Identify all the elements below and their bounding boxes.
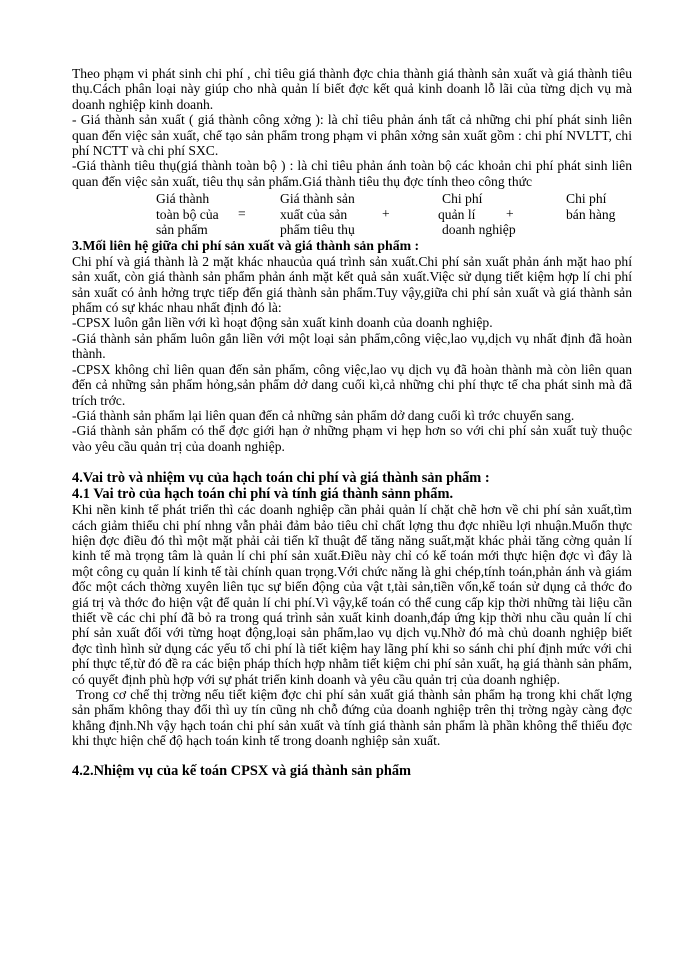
- formula-text: Giá thành: [156, 191, 210, 207]
- formula-text: Giá thành sản: [280, 191, 355, 207]
- section-3-heading: 3.Mối liên hệ giữa chi phí sản xuất và giá thành sản phẩm :: [72, 238, 420, 254]
- section-4-1-paragraph: Trong cơ chế thị trờng nếu tiết kiệm đợc chi phí sản xuất giá thành sản phẩm hạ trong khi chất lợng sản phẩm không thay đổi thì uy tín cũng nh chỗ đứng của doanh nghiệp trên thị trờng ngày càng đợc khẳng định.Nh vậy hạch toán chi phí sản xuất và tính giá thành sản phẩm là phần không thể thiếu đợc khi thực hiện chế độ hạch toán kinh tế trong doanh nghiệp sản xuất.: [72, 687, 632, 749]
- formula-plus: +: [506, 206, 514, 222]
- section-3-paragraph: -Giá thành sản phẩm lại liên quan đến cả những sản phẩm dở dang cuối kì trớc chuyển sang.: [72, 407, 575, 423]
- intro-paragraph-1: Theo phạm vi phát sinh chi phí , chỉ tiêu giá thành đợc chia thành giá thành sản xuất và giá thành tiêu thụ.Cách phân loại này giúp cho nhà quản lí biết đợc kết quả kinh doanh lỗ lãi của từng dịch vụ mà doanh nghiệp kinh doanh.: [72, 66, 632, 112]
- cost-formula: [72, 191, 632, 238]
- formula-text: quản lí: [438, 206, 476, 222]
- spacer: [72, 454, 632, 470]
- formula-term-total-cost: [156, 191, 219, 237]
- formula-term-selling-cost: [566, 191, 615, 222]
- formula-text: toàn bộ của: [156, 206, 219, 222]
- section-4-1-heading: 4.1 Vai trò của hạch toán chi phí và tính giá thành sảnn phẩm.: [72, 486, 454, 503]
- section-3-paragraph: Chi phí và giá thành là 2 mặt khác nhaucủa quá trình sản xuất.Chi phí sản xuất phản ánh mặt hao phí sản xuất, còn giá thành sản phẩm phản ánh mặt kết quả sản xuất.Việc sử dụng tiết kiệm hợp lí chi phí sản xuất có ảnh hởng trực tiếp đến giá thành sản phẩm.Tuy vậy,giữa chi phí sản xuất và giá thành sản phẩm có sự khác nhau nhất định đó là:: [72, 253, 632, 316]
- formula-text: xuất của sản: [280, 206, 348, 222]
- section-4-heading: 4.Vai trò và nhiệm vụ của hạch toán chi phí và giá thành sản phẩm :: [72, 470, 490, 487]
- intro-paragraph-3: -Giá thành tiêu thụ(giá thành toàn bộ ) : là chỉ tiêu phản ánh toàn bộ các khoản chi phí phát sinh liên quan đến việc sản xuất, tiêu thụ sản phẩm.Giá thành tiêu thụ đợc tính theo công thức: [72, 158, 632, 189]
- formula-text: Chi phí: [442, 191, 483, 207]
- section-4-2-heading: 4.2.Nhiệm vụ của kế toán CPSX và giá thành sản phẩm: [72, 762, 412, 779]
- intro-paragraph-2: - Giá thành sản xuất ( giá thành công xởng ): là chỉ tiêu phản ánh tất cả những chi phí phát sinh liên quan đến việc sản xuất, chế tạo sản phẩm trong phạm vi phân xởng sản xuất gồm : chi phí NVLTT, chi phí NCTT và chi phí SXC.: [72, 112, 632, 159]
- section-3-paragraph: -CPSX không chỉ liên quan đến sản phẩm, công việc,lao vụ dịch vụ đã hoàn thành mà còn liên quan đến cả những sản phẩm hỏng,sản phẩm dở dang cuối kì,cả những chi phí thực tế cha phát sinh mà đã trích trớc.: [72, 361, 632, 408]
- formula-text: bán hàng: [566, 206, 616, 222]
- section-3-paragraph: -CPSX luôn gắn liền với kì hoạt động sản xuất kinh doanh của doanh nghiệp.: [72, 315, 493, 331]
- section-4-1-paragraph: Khi nền kinh tế phát triển thì các doanh nghiệp cần phải quản lí chặt chẽ hơn về chi phí sản xuất,tìm cách giảm thiểu chi phí nhng vẫn phải đảm bảo tiêu chỉ chất lợng thu đợc nhiều lợi nhuận.Muốn thực hiện đợc điều đó thì một mặt phải cải tiến kĩ thuật để tăng năng suất,mặt khác phải tăng cờng quản lí kinh tế mà trọng tâm là quản lí chi phí sản xuất.Điều này chỉ có kế toán mới thực hiện đợc vì đây là một công cụ quản lí kinh tế tài chính quan trọng.Với chức năng là ghi chép,tính toán,phản ánh và giám đốc một cách thờng xuyên liên tục sự biến động của vật t,tài sản,tiền vốn,kế toán sử dụng cả thớc đo giá trị và thớc đo hiện vật để quản lí chi phí.Vì vậy,kế toán có thể cung cấp kịp thời những tài liệu cần thiết về các chi phí đã bỏ ra trong quá trình sản xuất kinh doanh,đáp ứng kịp thời nhu cầu quản lí chi phí sản xuất đối với từng hoạt động,loại sản phẩm,lao vụ dịch vụ.Nhờ đó mà chủ doanh nghiệp biết đợc tình hình sử dụng các yếu tố chi phí là tiết kiệm hay lãng phí khi so sánh chi phí định mức với chi phí thực tế,từ đó đề ra các biện pháp thích hợp nhằm tiết kiệm chi phí sản xuất, hạ giá thành sản phẩm, có quyết định phù hợp với sự phát triển kinh doanh và yêu cầu quản trị của doanh nghiệp.: [72, 502, 632, 687]
- section-3-paragraph: -Giá thành sản phẩm luôn gắn liền với một loại sản phẩm,công việc,lao vụ,dịch vụ nhất định đã hoàn thành.: [72, 330, 632, 362]
- document-page: [72, 66, 632, 779]
- formula-term-production-cost: [280, 191, 355, 237]
- section-3-paragraph: -Giá thành sản phẩm có thể đợc giới hạn ở những phạm vi hẹp hơn so với chi phí sản xuất tuỳ thuộc vào yêu cầu quản trị của doanh nghiệp.: [72, 423, 632, 454]
- formula-text: phẩm tiêu thụ: [280, 222, 355, 238]
- spacer: [72, 749, 632, 763]
- formula-plus: +: [382, 206, 390, 222]
- formula-text: Chi phí: [566, 191, 607, 207]
- formula-text: sản phẩm: [156, 222, 208, 238]
- formula-term-admin-cost: [438, 191, 516, 237]
- formula-text: doanh nghiệp: [442, 222, 516, 238]
- formula-equals: =: [238, 206, 246, 222]
